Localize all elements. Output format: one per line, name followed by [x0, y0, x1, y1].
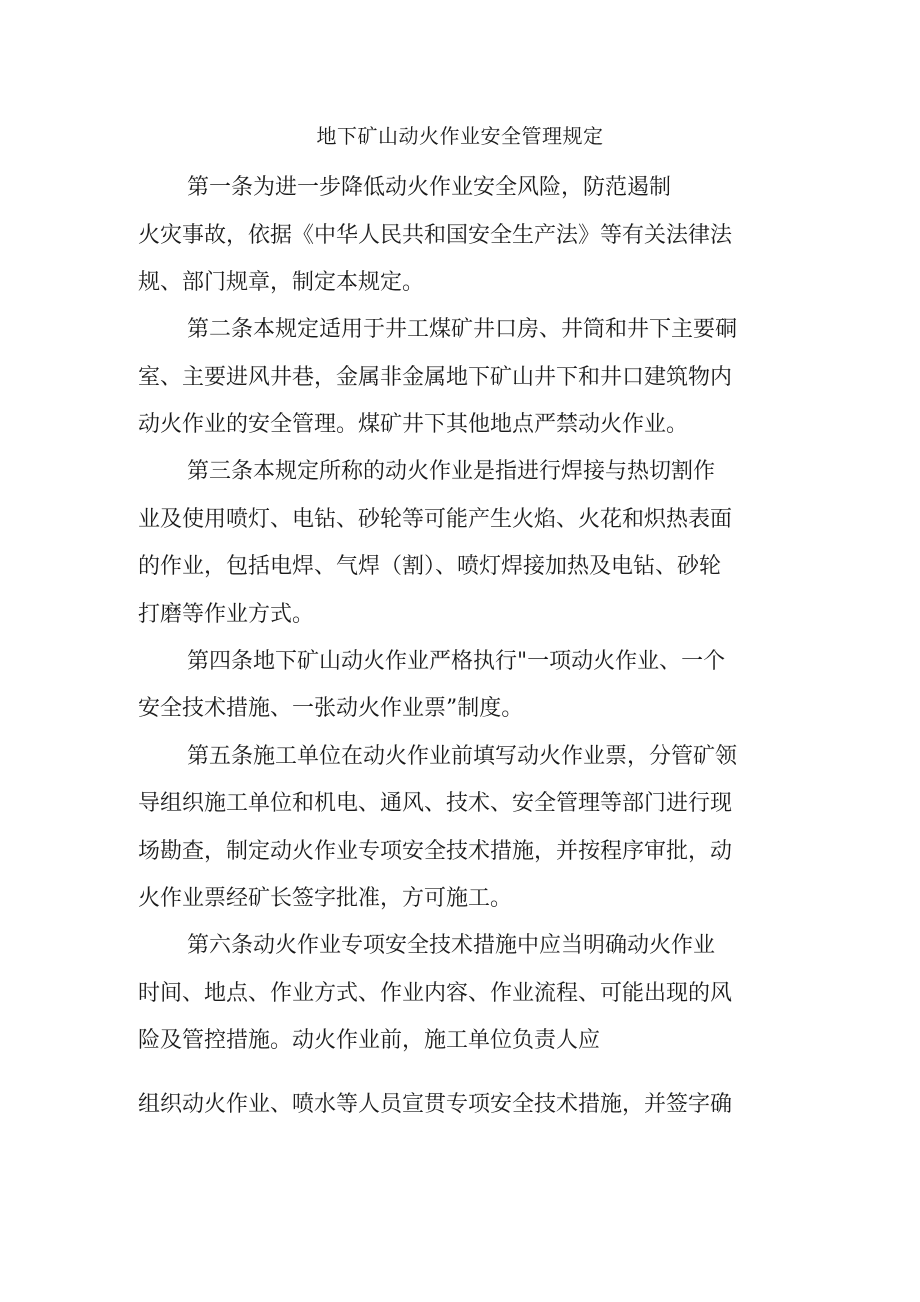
paragraph-line: 第五条施工单位在动火作业前填写动火作业票，分管矿领	[187, 744, 738, 769]
paragraph-line: 打磨等作业方式。	[138, 602, 315, 627]
paragraph-line: 火作业票经矿长签字批准，方可施工。	[138, 886, 513, 911]
paragraph-line: 第一条为进一步降低动火作业安全风险，防范遏制	[187, 175, 672, 200]
paragraph-line: 组织动火作业、喷水等人员宣贯专项安全技术措施，并签字确	[138, 1092, 733, 1117]
paragraph-line: 第四条地下矿山动火作业严格执行"一项动火作业、一个	[187, 649, 726, 674]
paragraph-line: 时间、地点、作业方式、作业内容、作业流程、可能出现的风	[138, 981, 733, 1006]
paragraph-line: 第六条动火作业专项安全技术措施中应当明确动火作业	[187, 933, 716, 958]
paragraph-line: 险及管控措施。动火作业前，施工单位负责人应	[138, 1028, 601, 1053]
paragraph-line: 第三条本规定所称的动火作业是指进行焊接与热切割作	[187, 459, 716, 484]
paragraph-line: 规、部门规章，制定本规定。	[138, 270, 425, 295]
paragraph-line: 安全技术措施、一张动火作业票”制度。	[138, 696, 524, 721]
paragraph-line: 室、主要进风井巷，金属非金属地下矿山井下和井口建筑物内	[138, 365, 733, 390]
paragraph-line: 导组织施工单位和机电、通风、技术、安全管理等部门进行现	[138, 791, 733, 816]
paragraph-line: 第二条本规定适用于井工煤矿井口房、井筒和井下主要硐	[187, 317, 738, 342]
paragraph-line: 场勘查，制定动火作业专项安全技术措施，并按程序审批，动	[138, 839, 733, 864]
paragraph-line: 的作业，包括电焊、气焊（割）、喷灯焊接加热及电钻、砂轮	[138, 554, 722, 579]
paragraph-line: 火灾事故，依据《中华人民共和国安全生产法》等有关法律法	[138, 223, 733, 248]
paragraph-line: 业及使用喷灯、电钻、砂轮等可能产生火焰、火花和炽热表面	[138, 507, 733, 532]
paragraph-line: 动火作业的安全管理。煤矿井下其他地点严禁动火作业。	[138, 412, 689, 437]
document-title: 地下矿山动火作业安全管理规定	[316, 124, 604, 148]
